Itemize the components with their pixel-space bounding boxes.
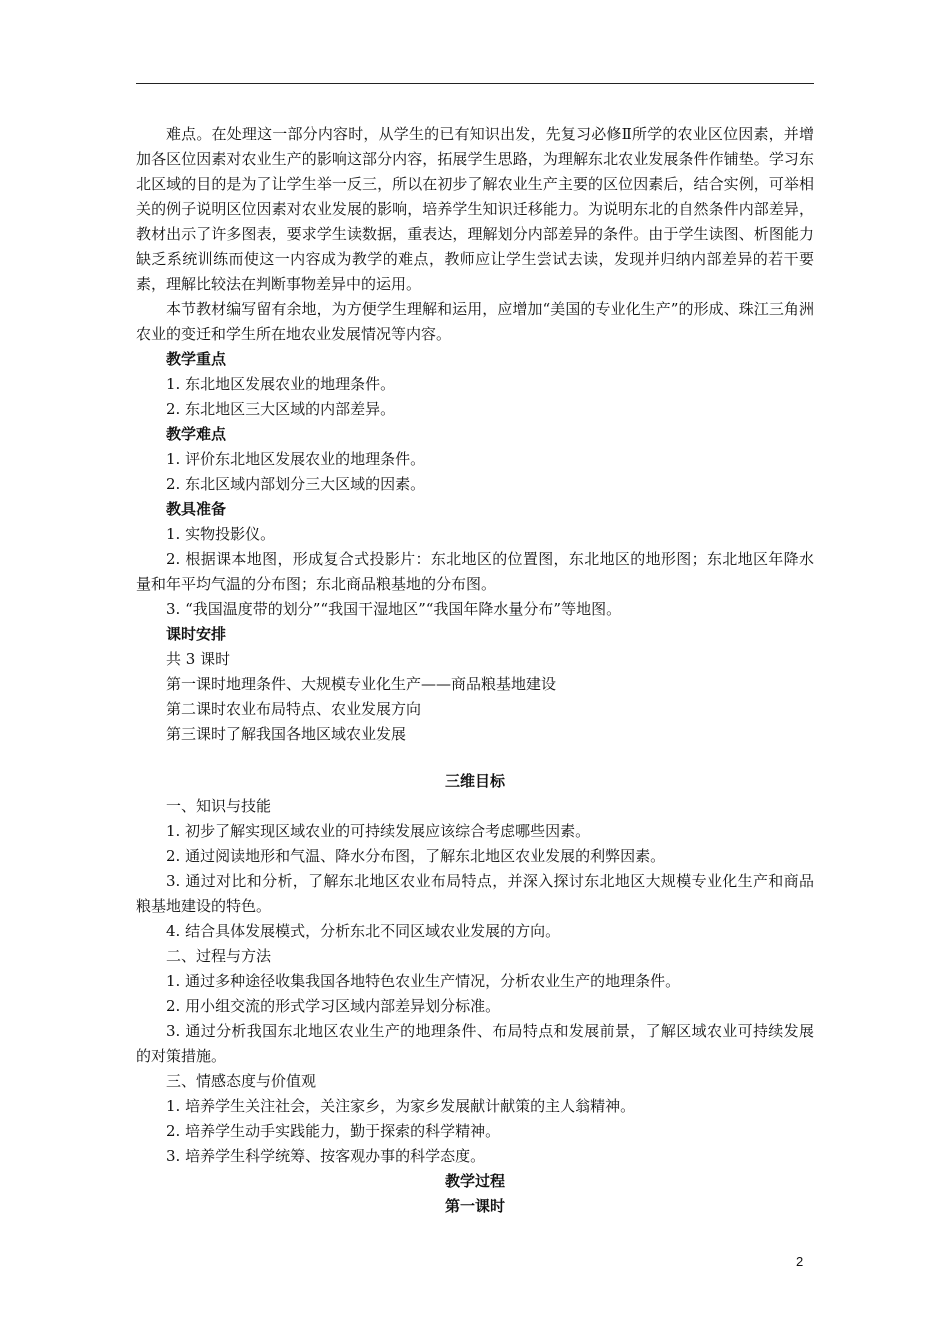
objectives-section-heading: 三、情感态度与价值观 (166, 1072, 317, 1090)
difficulty-item: 1. 评价东北地区发展农业的地理条件。 (166, 450, 426, 468)
page-number: 2 (796, 1254, 804, 1269)
objectives-title: 三维目标 (444, 772, 505, 790)
objectives-section-heading: 二、过程与方法 (166, 947, 272, 965)
objective-item: 1. 初步了解实现区域农业的可持续发展应该综合考虑哪些因素。 (166, 822, 591, 840)
objective-item: 4. 结合具体发展模式，分析东北不同区域农业发展的方向。 (166, 922, 561, 940)
objective-item: 3. 培养学生科学统筹、按客观办事的科学态度。 (166, 1147, 486, 1165)
objective-item: 2. 培养学生动手实践能力，勤于探索的科学精神。 (166, 1122, 501, 1140)
process-title: 教学过程 (444, 1172, 505, 1190)
objective-item: 2. 通过阅读地形和气温、降水分布图，了解东北地区农业发展的利弊因素。 (166, 847, 666, 865)
section-gap (136, 747, 814, 769)
key-point-item: 1. 东北地区发展农业的地理条件。 (166, 375, 396, 393)
objectives-section-heading: 一、知识与技能 (166, 797, 272, 815)
objective-item: 1. 通过多种途径收集我国各地特色农业生产情况，分析农业生产的地理条件。 (166, 972, 681, 990)
objective-item: 2. 用小组交流的形式学习区域内部差异划分标准。 (166, 997, 501, 1015)
difficulties-heading: 教学难点 (166, 425, 227, 443)
objective-item: 3. 通过对比和分析，了解东北地区农业布局特点，并深入探讨东北地区大规模专业化生产和商品粮基地建设的特色。 (136, 872, 814, 915)
material-item: 3. “我国温度带的划分”“我国干湿地区”“我国年降水量分布”等地图。 (166, 600, 622, 618)
key-points-heading: 教学重点 (166, 350, 227, 368)
materials-heading: 教具准备 (166, 500, 227, 518)
schedule-item: 第一课时地理条件、大规模专业化生产——商品粮基地建设 (166, 675, 557, 693)
key-point-item: 2. 东北地区三大区域的内部差异。 (166, 400, 396, 418)
intro-paragraph-2: 本节教材编写留有余地，为方便学生理解和运用，应增加“美国的专业化生产”的形成、珠江三角洲农业的变迁和学生所在地农业发展情况等内容。 (136, 300, 814, 343)
difficulty-item: 2. 东北区域内部划分三大区域的因素。 (166, 475, 426, 493)
material-item: 2. 根据课本地图，形成复合式投影片：东北地区的位置图，东北地区的地形图；东北地区年降水量和年平均气温的分布图；东北商品粮基地的分布图。 (136, 550, 814, 593)
document-body (136, 122, 814, 1219)
schedule-heading: 课时安排 (166, 625, 227, 643)
header-rule (136, 83, 814, 84)
schedule-item: 共 3 课时 (166, 650, 231, 668)
schedule-item: 第二课时农业布局特点、农业发展方向 (166, 700, 422, 718)
schedule-item: 第三课时了解我国各地区域农业发展 (166, 725, 407, 743)
material-item: 1. 实物投影仪。 (166, 525, 276, 543)
process-subtitle: 第一课时 (444, 1197, 505, 1215)
objective-item: 3. 通过分析我国东北地区农业生产的地理条件、布局特点和发展前景，了解区域农业可持续发展的对策措施。 (136, 1022, 814, 1065)
objective-item: 1. 培养学生关注社会，关注家乡，为家乡发展献计献策的主人翁精神。 (166, 1097, 636, 1115)
intro-paragraph-1: 难点。在处理这一部分内容时，从学生的已有知识出发，先复习必修Ⅱ所学的农业区位因素，并增加各区位因素对农业生产的影响这部分内容，拓展学生思路，为理解东北农业发展条件作铺垫。学习东北区域的目的是为了让学生举一反三，所以在初步了解农业生产主要的区位因素后，结合实例，可举相关的例子说明区位因素对农业发展的影响，培养学生知识迁移能力。为说明东北的自然条件内部差异，教材出示了许多图表，要求学生读数据，重表达，理解划分内部差异的条件。由于学生读图、析图能力缺乏系统训练而使这一内容成为教学的难点，教师应让学生尝试去读，发现并归纳内部差异的若干要素，理解比较法在判断事物差异中的运用。 (136, 125, 814, 293)
